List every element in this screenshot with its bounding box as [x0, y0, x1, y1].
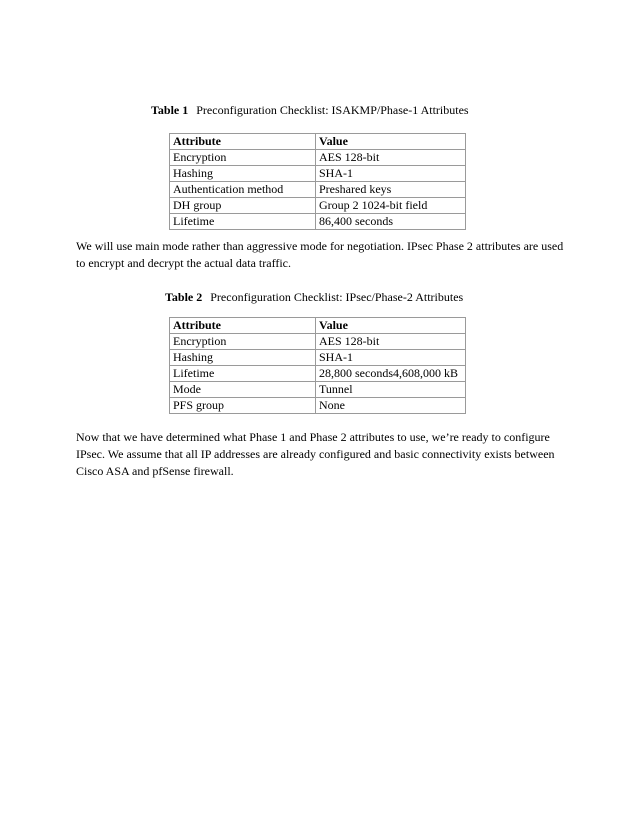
table-row: [170, 214, 466, 230]
table-row: [170, 350, 466, 366]
table-row: [170, 166, 466, 182]
table-row: [170, 150, 466, 166]
table2-caption-number: Table 2: [165, 290, 203, 304]
table-header-row: [170, 318, 466, 334]
table-cell: AES 128-bit: [316, 334, 466, 350]
table2: [169, 317, 466, 414]
table1-caption: [151, 103, 469, 118]
table1-caption-number: Table 1: [151, 103, 189, 117]
table-header-cell: Value: [316, 134, 466, 150]
table-row: [170, 382, 466, 398]
table-cell: 28,800 seconds4,608,000 kB: [316, 366, 466, 382]
table-row: [170, 398, 466, 414]
paragraph-configure-ipsec: Now that we have determined what Phase 1 and Phase 2 attributes to use, we’re ready to configure IPsec. We assume that all IP addresses are already configured and basic connectivity exists between Cisco ASA and pfSense firewall.: [76, 430, 555, 478]
table-cell: Authentication method: [170, 182, 316, 198]
table-cell: None: [316, 398, 466, 414]
paragraph-main-mode: We will use main mode rather than aggressive mode for negotiation. IPsec Phase 2 attributes are used to encrypt and decrypt the actual data traffic.: [76, 239, 564, 270]
table1: [169, 133, 466, 230]
table-header-cell: Value: [316, 318, 466, 334]
table-cell: DH group: [170, 198, 316, 214]
table-row: [170, 198, 466, 214]
table-cell: 86,400 seconds: [316, 214, 466, 230]
table-header-cell: Attribute: [170, 318, 316, 334]
table-row: [170, 182, 466, 198]
table2-caption-text: Preconfiguration Checklist: IPsec/Phase-2 Attributes: [210, 290, 464, 304]
table-cell: Mode: [170, 382, 316, 398]
table-cell: Encryption: [170, 334, 316, 350]
table-cell: Group 2 1024-bit field: [316, 198, 466, 214]
table-cell: Encryption: [170, 150, 316, 166]
table-cell: Hashing: [170, 350, 316, 366]
table-cell: AES 128-bit: [316, 150, 466, 166]
table2-caption: [165, 290, 463, 305]
table-cell: SHA-1: [316, 166, 466, 182]
table-cell: Tunnel: [316, 382, 466, 398]
table-header-row: [170, 134, 466, 150]
table1-caption-text: Preconfiguration Checklist: ISAKMP/Phase-1 Attributes: [196, 103, 469, 117]
table-header-cell: Attribute: [170, 134, 316, 150]
table-cell: Preshared keys: [316, 182, 466, 198]
table-cell: Lifetime: [170, 366, 316, 382]
table-cell: Lifetime: [170, 214, 316, 230]
table-cell: Hashing: [170, 166, 316, 182]
table-row: [170, 334, 466, 350]
table-cell: PFS group: [170, 398, 316, 414]
table-row: [170, 366, 466, 382]
table-cell: SHA-1: [316, 350, 466, 366]
